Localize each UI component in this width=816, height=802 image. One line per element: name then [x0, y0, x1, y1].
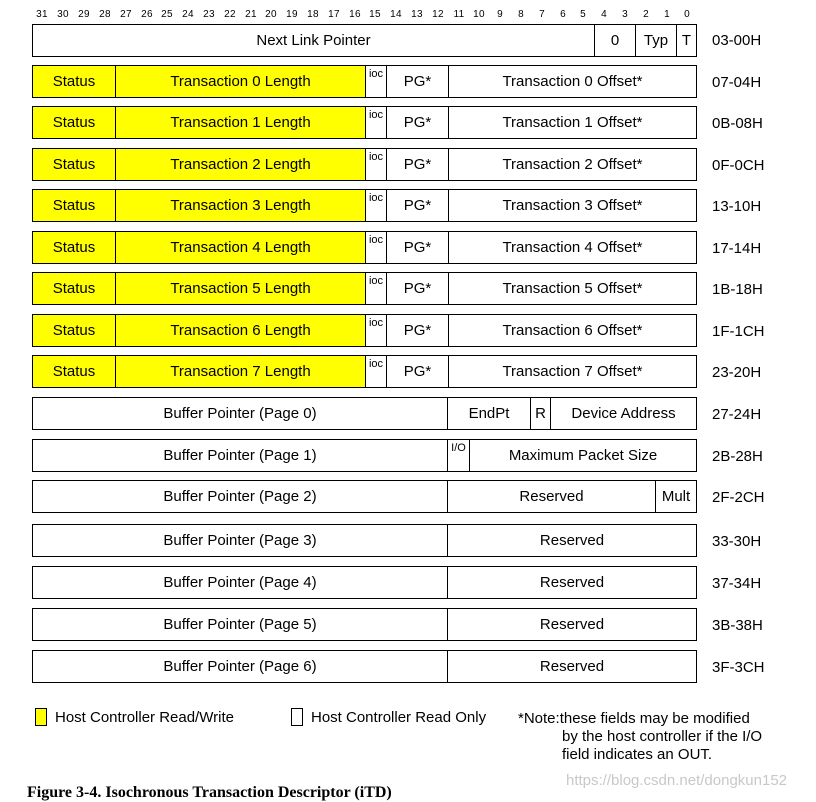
offset-label: 27-24H	[712, 406, 762, 423]
r-field: R	[530, 397, 551, 430]
typ-field: Typ	[635, 24, 677, 57]
bit-8: 8	[518, 9, 524, 20]
buffer-pointer-field: Buffer Pointer (Page 6)	[32, 650, 448, 683]
offset-label: 1B-18H	[712, 281, 763, 298]
bit-26: 26	[141, 9, 153, 20]
offset-label: 33-30H	[712, 533, 762, 550]
bit-11: 11	[453, 9, 465, 20]
dword-row-14	[32, 608, 696, 641]
endpt-field: EndPt	[447, 397, 531, 430]
bit-18: 18	[307, 9, 319, 20]
dword-row-9	[32, 397, 696, 430]
mult-field: Mult	[655, 480, 697, 513]
watermark: https://blog.csdn.net/dongkun152	[566, 772, 788, 789]
dword-row-7	[32, 314, 696, 347]
bit-14: 14	[390, 9, 402, 20]
footnote-line-2: by the host controller if the I/O	[562, 728, 763, 745]
bit-24: 24	[182, 9, 194, 20]
bit-10: 10	[473, 9, 485, 20]
bit-13: 13	[411, 9, 423, 20]
bit-12: 12	[432, 9, 444, 20]
ioc-field: ioc	[365, 148, 387, 181]
bit-28: 28	[99, 9, 111, 20]
buffer-pointer-field: Buffer Pointer (Page 0)	[32, 397, 448, 430]
transaction-offset-field: Transaction 4 Offset*	[448, 231, 697, 264]
transaction-offset-field: Transaction 5 Offset*	[448, 272, 697, 305]
offset-label: 0F-0CH	[712, 157, 765, 174]
transaction-length-field: Transaction 2 Length	[115, 148, 366, 181]
footnote-line-1: *Note:these fields may be modified	[518, 710, 750, 727]
next-link-pointer-field: Next Link Pointer	[32, 24, 595, 57]
footnote	[518, 710, 762, 764]
offset-label: 3F-3CH	[712, 659, 765, 676]
pg-field: PG*	[386, 314, 449, 347]
ioc-field: ioc	[365, 65, 387, 98]
dword-row-0	[32, 24, 696, 57]
transaction-length-field: Transaction 4 Length	[115, 231, 366, 264]
status-field: Status	[32, 65, 116, 98]
bit-4: 4	[601, 9, 607, 20]
device-address-field: Device Address	[550, 397, 697, 430]
pg-field: PG*	[386, 189, 449, 222]
offset-label: 13-10H	[712, 198, 762, 215]
transaction-offset-field: Transaction 3 Offset*	[448, 189, 697, 222]
transaction-offset-field: Transaction 2 Offset*	[448, 148, 697, 181]
transaction-length-field: Transaction 3 Length	[115, 189, 366, 222]
status-field: Status	[32, 148, 116, 181]
ioc-field: ioc	[365, 106, 387, 139]
bit-16: 16	[349, 9, 361, 20]
bit-29: 29	[78, 9, 90, 20]
status-field: Status	[32, 106, 116, 139]
reserved-field: Reserved	[447, 650, 697, 683]
legend-read-write	[35, 708, 234, 726]
dword-row-4	[32, 189, 696, 222]
status-field: Status	[32, 272, 116, 305]
dword-row-11	[32, 480, 696, 513]
dword-row-2	[32, 106, 696, 139]
zero-field: 0	[594, 24, 636, 57]
reserved-field: Reserved	[447, 608, 697, 641]
dword-row-3	[32, 148, 696, 181]
pg-field: PG*	[386, 272, 449, 305]
t-field: T	[676, 24, 697, 57]
white-swatch-icon	[291, 708, 303, 726]
yellow-swatch-icon	[35, 708, 47, 726]
dword-row-13	[32, 566, 696, 599]
dword-row-5	[32, 231, 696, 264]
io-field: I/O	[447, 439, 470, 472]
ioc-field: ioc	[365, 231, 387, 264]
reserved-field: Reserved	[447, 566, 697, 599]
ioc-field: ioc	[365, 272, 387, 305]
status-field: Status	[32, 231, 116, 264]
offset-label: 3B-38H	[712, 617, 763, 634]
footnote-line-3: field indicates an OUT.	[562, 746, 713, 763]
bit-19: 19	[286, 9, 298, 20]
bit-6: 6	[560, 9, 566, 20]
legend-read-write-label: Host Controller Read/Write	[55, 708, 234, 726]
ioc-field: ioc	[365, 189, 387, 222]
dword-row-8	[32, 355, 696, 388]
dword-row-6	[32, 272, 696, 305]
offset-label: 17-14H	[712, 240, 762, 257]
reserved-field: Reserved	[447, 480, 656, 513]
dword-row-15	[32, 650, 696, 683]
offset-label: 0B-08H	[712, 115, 763, 132]
ioc-field: ioc	[365, 314, 387, 347]
transaction-length-field: Transaction 1 Length	[115, 106, 366, 139]
bit-0: 0	[684, 9, 690, 20]
pg-field: PG*	[386, 355, 449, 388]
dword-row-10	[32, 439, 696, 472]
bit-15: 15	[369, 9, 381, 20]
bit-21: 21	[245, 9, 257, 20]
pg-field: PG*	[386, 148, 449, 181]
bit-25: 25	[161, 9, 173, 20]
buffer-pointer-field: Buffer Pointer (Page 3)	[32, 524, 448, 557]
reserved-field: Reserved	[447, 524, 697, 557]
status-field: Status	[32, 355, 116, 388]
bit-27: 27	[120, 9, 132, 20]
bit-1: 1	[664, 9, 670, 20]
bit-23: 23	[203, 9, 215, 20]
transaction-offset-field: Transaction 7 Offset*	[448, 355, 697, 388]
bit-22: 22	[224, 9, 236, 20]
offset-label: 03-00H	[712, 32, 762, 49]
status-field: Status	[32, 314, 116, 347]
buffer-pointer-field: Buffer Pointer (Page 2)	[32, 480, 448, 513]
transaction-length-field: Transaction 0 Length	[115, 65, 366, 98]
offset-label: 23-20H	[712, 364, 762, 381]
offset-label: 1F-1CH	[712, 323, 765, 340]
transaction-offset-field: Transaction 6 Offset*	[448, 314, 697, 347]
bit-2: 2	[643, 9, 649, 20]
transaction-length-field: Transaction 7 Length	[115, 355, 366, 388]
bit-30: 30	[57, 9, 69, 20]
offset-label: 2B-28H	[712, 448, 763, 465]
transaction-length-field: Transaction 6 Length	[115, 314, 366, 347]
pg-field: PG*	[386, 231, 449, 264]
dword-row-12	[32, 524, 696, 557]
bit-7: 7	[539, 9, 545, 20]
buffer-pointer-field: Buffer Pointer (Page 5)	[32, 608, 448, 641]
figure-caption: Figure 3-4. Isochronous Transaction Descriptor (iTD)	[27, 784, 392, 801]
transaction-offset-field: Transaction 1 Offset*	[448, 106, 697, 139]
bit-20: 20	[265, 9, 277, 20]
offset-label: 37-34H	[712, 575, 762, 592]
pg-field: PG*	[386, 65, 449, 98]
bit-17: 17	[328, 9, 340, 20]
legend-read-only	[291, 708, 486, 726]
pg-field: PG*	[386, 106, 449, 139]
ioc-field: ioc	[365, 355, 387, 388]
offset-label: 07-04H	[712, 74, 762, 91]
buffer-pointer-field: Buffer Pointer (Page 1)	[32, 439, 448, 472]
bit-9: 9	[497, 9, 503, 20]
offset-label: 2F-2CH	[712, 489, 765, 506]
bit-3: 3	[622, 9, 628, 20]
bit-31: 31	[36, 9, 48, 20]
legend-read-only-label: Host Controller Read Only	[311, 708, 487, 726]
status-field: Status	[32, 189, 116, 222]
bit-5: 5	[580, 9, 586, 20]
transaction-length-field: Transaction 5 Length	[115, 272, 366, 305]
maximum-packet-size-field: Maximum Packet Size	[469, 439, 697, 472]
buffer-pointer-field: Buffer Pointer (Page 4)	[32, 566, 448, 599]
transaction-offset-field: Transaction 0 Offset*	[448, 65, 697, 98]
dword-row-1	[32, 65, 696, 98]
